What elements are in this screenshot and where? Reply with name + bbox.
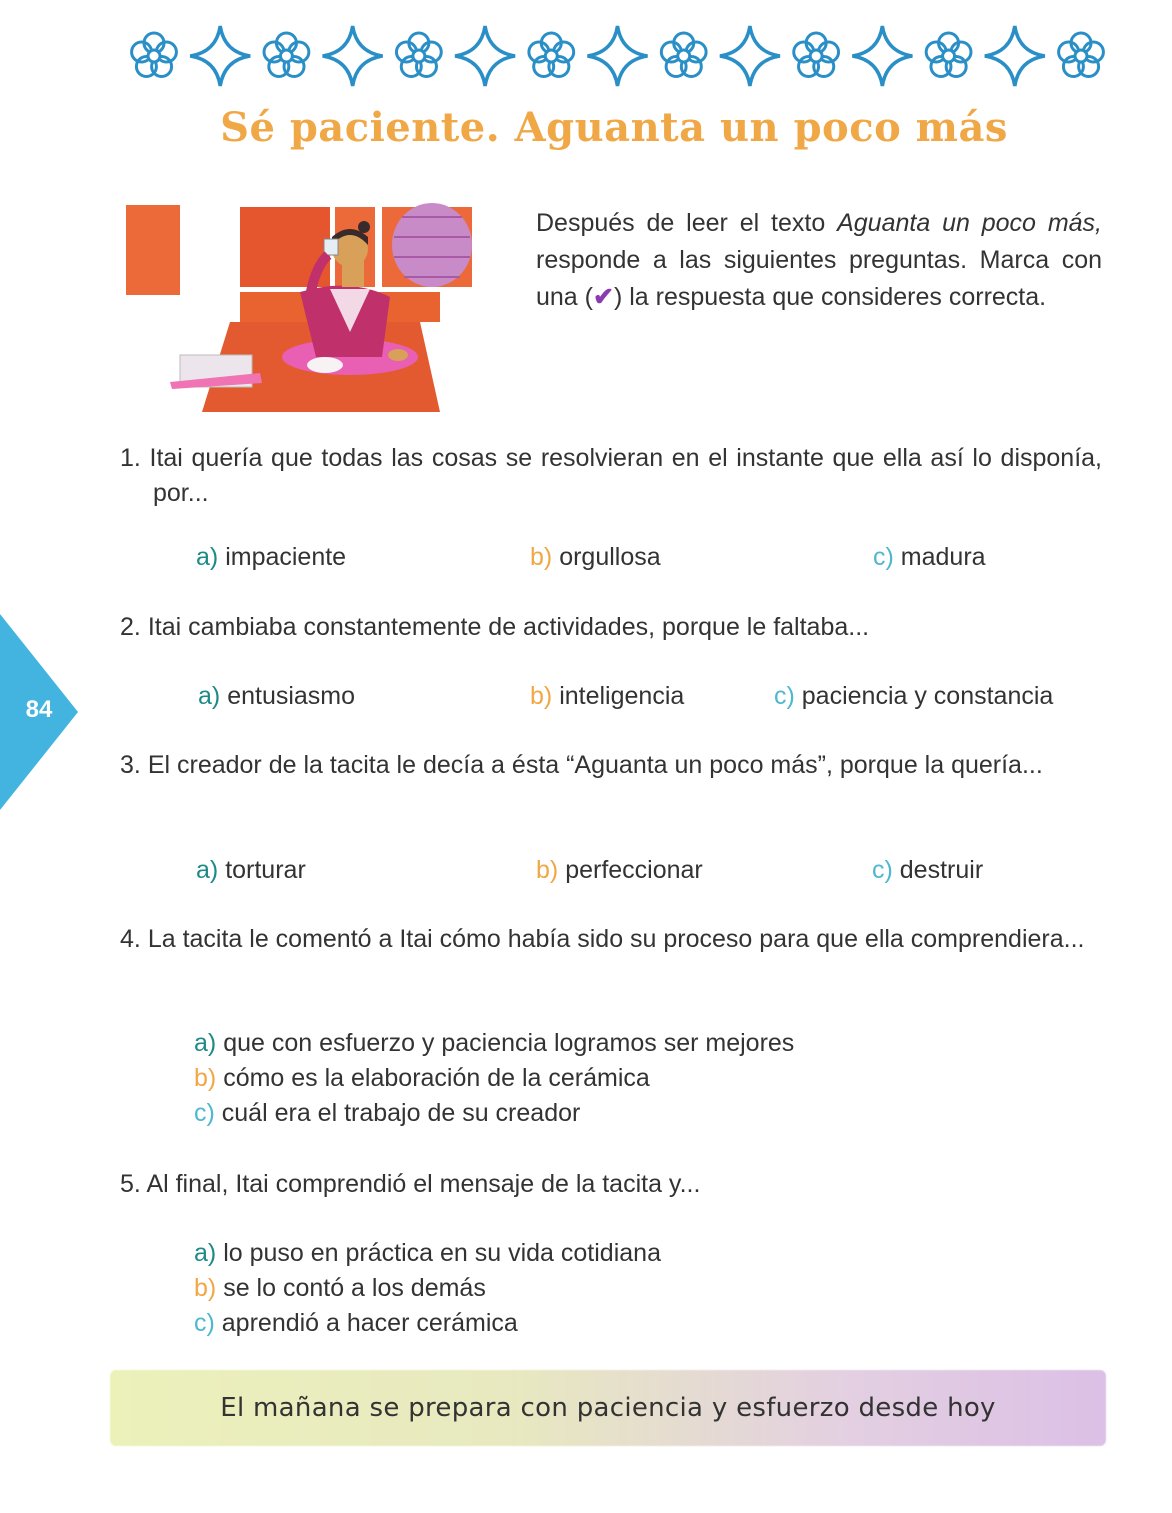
option-text: paciencia y constancia — [801, 682, 1054, 710]
question-number: 1. — [120, 444, 141, 472]
star-ornament-icon — [588, 26, 648, 86]
option-text: perfeccionar — [565, 856, 703, 884]
q3-option-a[interactable] — [196, 853, 306, 888]
check-mark-icon: ✔ — [592, 283, 614, 311]
option-letter: c) — [774, 682, 795, 710]
illustration-itai-teacup — [120, 197, 480, 417]
page-title: Sé paciente. Aguanta un poco más — [220, 104, 1008, 151]
q5-option-a[interactable] — [194, 1236, 661, 1271]
option-text: impaciente — [225, 543, 347, 571]
star-ornament-icon — [323, 26, 383, 86]
q4-option-b[interactable] — [194, 1061, 650, 1096]
option-letter: c) — [194, 1099, 215, 1127]
story-title-italic: Aguanta un poco más, — [837, 209, 1102, 237]
option-letter: a) — [194, 1239, 217, 1267]
q3-option-b[interactable] — [536, 853, 703, 888]
q4-option-a[interactable] — [194, 1026, 794, 1061]
option-text: destruir — [899, 856, 984, 884]
flower-ornament-icon — [661, 33, 706, 77]
flower-ornament-icon — [1059, 33, 1104, 77]
flower-ornament-icon — [529, 33, 574, 77]
q2-option-a[interactable] — [198, 679, 355, 714]
page-number: 84 — [25, 696, 53, 723]
option-text: que con esfuerzo y paciencia logramos ser mejores — [223, 1029, 795, 1057]
q5-option-b[interactable] — [194, 1271, 486, 1306]
question-number: 5. — [120, 1170, 141, 1198]
star-ornament-icon — [190, 26, 250, 86]
option-letter: a) — [196, 543, 219, 571]
instructions-text — [536, 205, 1102, 316]
option-letter: a) — [196, 856, 219, 884]
option-letter: b) — [530, 543, 553, 571]
option-text: entusiasmo — [227, 682, 356, 710]
star-ornament-icon — [720, 26, 780, 86]
q2-option-b[interactable] — [530, 679, 684, 714]
option-letter: c) — [873, 543, 894, 571]
instructions-part-1: Después de leer el texto — [536, 209, 838, 237]
star-ornament-icon — [852, 26, 912, 86]
option-text: lo puso en práctica en su vida cotidiana — [223, 1239, 661, 1267]
flower-ornament-icon — [926, 33, 971, 77]
option-letter: a) — [194, 1029, 217, 1057]
star-ornament-icon — [985, 26, 1045, 86]
q1-option-a[interactable] — [196, 540, 346, 575]
option-text: torturar — [225, 856, 306, 884]
question-text: Itai cambiaba constantemente de actividades, porque le faltaba... — [147, 613, 870, 641]
q1-option-c[interactable] — [873, 540, 986, 575]
question-4 — [120, 922, 1102, 957]
question-text: La tacita le comentó a Itai cómo había sido su proceso para que ella comprendiera... — [147, 925, 1085, 953]
option-text: orgullosa — [559, 543, 661, 571]
option-letter: b) — [530, 682, 553, 710]
question-number: 3. — [120, 751, 141, 779]
q1-option-b[interactable] — [530, 540, 661, 575]
q4-option-c[interactable] — [194, 1096, 580, 1131]
q3-option-c[interactable] — [872, 853, 983, 888]
question-1 — [120, 441, 1102, 511]
instructions-part-3: ) la respuesta que consideres correcta. — [613, 283, 1047, 311]
q5-option-c[interactable] — [194, 1306, 518, 1341]
question-text: Al final, Itai comprendió el mensaje de la tacita y... — [146, 1170, 701, 1198]
flower-ornament-icon — [132, 33, 177, 77]
option-text: aprendió a hacer cerámica — [221, 1309, 518, 1337]
option-letter: c) — [872, 856, 893, 884]
question-3 — [120, 748, 1102, 783]
question-2 — [120, 610, 1102, 645]
flower-ornament-icon — [794, 33, 839, 77]
option-text: cuál era el trabajo de su creador — [221, 1099, 581, 1127]
option-letter: c) — [194, 1309, 215, 1337]
q2-option-c[interactable] — [774, 679, 1053, 714]
question-number: 4. — [120, 925, 141, 953]
question-text: Itai quería que todas las cosas se resolvieran en el instante que ella así lo disponía, por... — [149, 444, 1102, 507]
option-text: se lo contó a los demás — [223, 1274, 486, 1302]
motto-text: El mañana se prepara con paciencia y esfuerzo desde hoy — [220, 1393, 996, 1423]
instructions-part-2: responde a las siguientes preguntas. Marca con una ( — [536, 246, 1102, 311]
option-letter: a) — [198, 682, 221, 710]
option-text: inteligencia — [559, 682, 685, 710]
option-text: cómo es la elaboración de la cerámica — [223, 1064, 650, 1092]
option-text: madura — [900, 543, 986, 571]
question-number: 2. — [120, 613, 141, 641]
option-letter: b) — [194, 1274, 217, 1302]
question-5 — [120, 1167, 1102, 1202]
option-letter: b) — [536, 856, 559, 884]
flower-ornament-icon — [396, 33, 441, 77]
flower-ornament-icon — [264, 33, 309, 77]
star-ornament-icon — [455, 26, 515, 86]
option-letter: b) — [194, 1064, 217, 1092]
ornament-border — [120, 20, 1115, 90]
question-text: El creador de la tacita le decía a ésta “Aguanta un poco más”, porque la quería... — [147, 751, 1043, 779]
